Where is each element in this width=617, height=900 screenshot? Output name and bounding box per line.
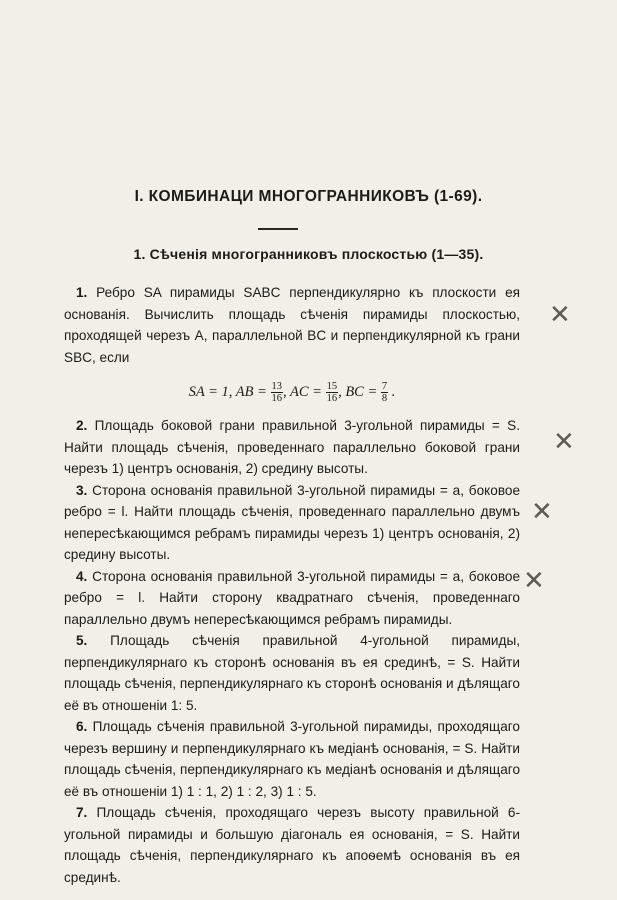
- problem-number: 6.: [76, 719, 88, 734]
- margin-cross-mark: ✕: [549, 299, 571, 329]
- problem-4: [64, 566, 520, 631]
- problem-text: Площадь сѣченія, проходящаго черезъ высоту правильной 6-угольной пирамиды и большую діагональ ея основанія, = S. Найти площадь сѣченія, перпендикулярнаго къ апоѳемѣ основанія въ ея срединѣ.: [64, 805, 521, 885]
- fraction-ac: $\frac{15}{16}$: [326, 381, 338, 405]
- problem-6: [64, 716, 520, 802]
- problem-7: [64, 802, 520, 888]
- section-title: 1. Сѣченія многогранниковъ плоскостью (1—35).: [133, 246, 484, 262]
- fraction-ab: $\frac{13}{16}$: [271, 381, 282, 405]
- problem-text: Площадь сѣченія правильной 4-угольной пирамиды, перпендикулярнаго къ сторонѣ основанія въ ея срединѣ, = S. Найти площадь сѣченія, перпендикулярнаго къ сторонѣ основанія и дѣлящаго её въ отношеніи 1: 5.: [64, 633, 520, 713]
- margin-cross-mark: ✕: [531, 496, 553, 526]
- problem-number: 7.: [76, 805, 88, 820]
- formula-end: .: [391, 384, 396, 400]
- problem-5: [64, 630, 520, 716]
- problem-2: [64, 415, 520, 480]
- problem-number: 5.: [76, 633, 88, 648]
- problem-number: 2.: [76, 418, 88, 433]
- problems-list: [64, 282, 520, 888]
- problem-text: Площадь сѣченія правильной 3-угольной пирамиды, проходящаго черезъ вершину и перпендикулярнаго къ медіанѣ основанія, = S. Найти площадь сѣченія, перпендикулярнаго къ медіанѣ основанія и дѣлящаго её въ отношеніи 1) 1 : 1, 2) 1 : 2, 3) 1 : 5.: [64, 719, 520, 799]
- formula-bc: , BC =: [338, 384, 378, 400]
- problem-text: Ребро SA пирамиды SABC перпендикулярно къ плоскости ея основанія. Вычислить площадь сѣченія пирамиды плоскостью, проходящей черезъ A, параллельной BC и перпендикулярной къ грани SBC, если: [64, 285, 520, 365]
- margin-cross-mark: ✕: [553, 426, 575, 456]
- formula-ab: AB =: [235, 384, 267, 400]
- problem-text: Сторона основанія правильной 3-угольной пирамиды = a, боковое ребро = l. Найти площадь сѣченія, проведеннаго параллельно двумъ непересѣкающимся ребрамъ пирамиды черезъ 1) центръ основанія, 2) средину высоты.: [64, 482, 521, 562]
- problem-3: [64, 480, 520, 566]
- problem-text: Площадь боковой грани правильной 3-угольной пирамиды = S. Найти площадь сѣченія, проведеннаго параллельно боковой грани черезъ 1) центръ основанія, 2) средину высоты.: [64, 418, 520, 476]
- problem-number: 3.: [76, 482, 88, 498]
- problem-1: [64, 282, 520, 368]
- formula-ac: , AC =: [283, 384, 322, 400]
- fraction-bc: $\frac{7}{8}$: [381, 381, 388, 405]
- problem-1-formula: [64, 381, 520, 403]
- chapter-title: I. КОМБИНАЦИ МНОГОГРАННИКОВЪ (1-69).: [134, 188, 483, 205]
- problem-number: 4.: [76, 568, 88, 584]
- problem-number: 1.: [76, 285, 88, 300]
- margin-cross-mark: ✕: [523, 565, 545, 595]
- problem-text: Сторона основанія правильной 3-угольной пирамиды = a, боковое ребро = l. Найти сторону квадратнаго сѣченія, проведеннаго параллельно двумъ непересѣкающимся ребрамъ пирамиды.: [64, 568, 521, 627]
- formula-sa: SA = 1,: [188, 384, 233, 400]
- title-divider: [258, 228, 298, 230]
